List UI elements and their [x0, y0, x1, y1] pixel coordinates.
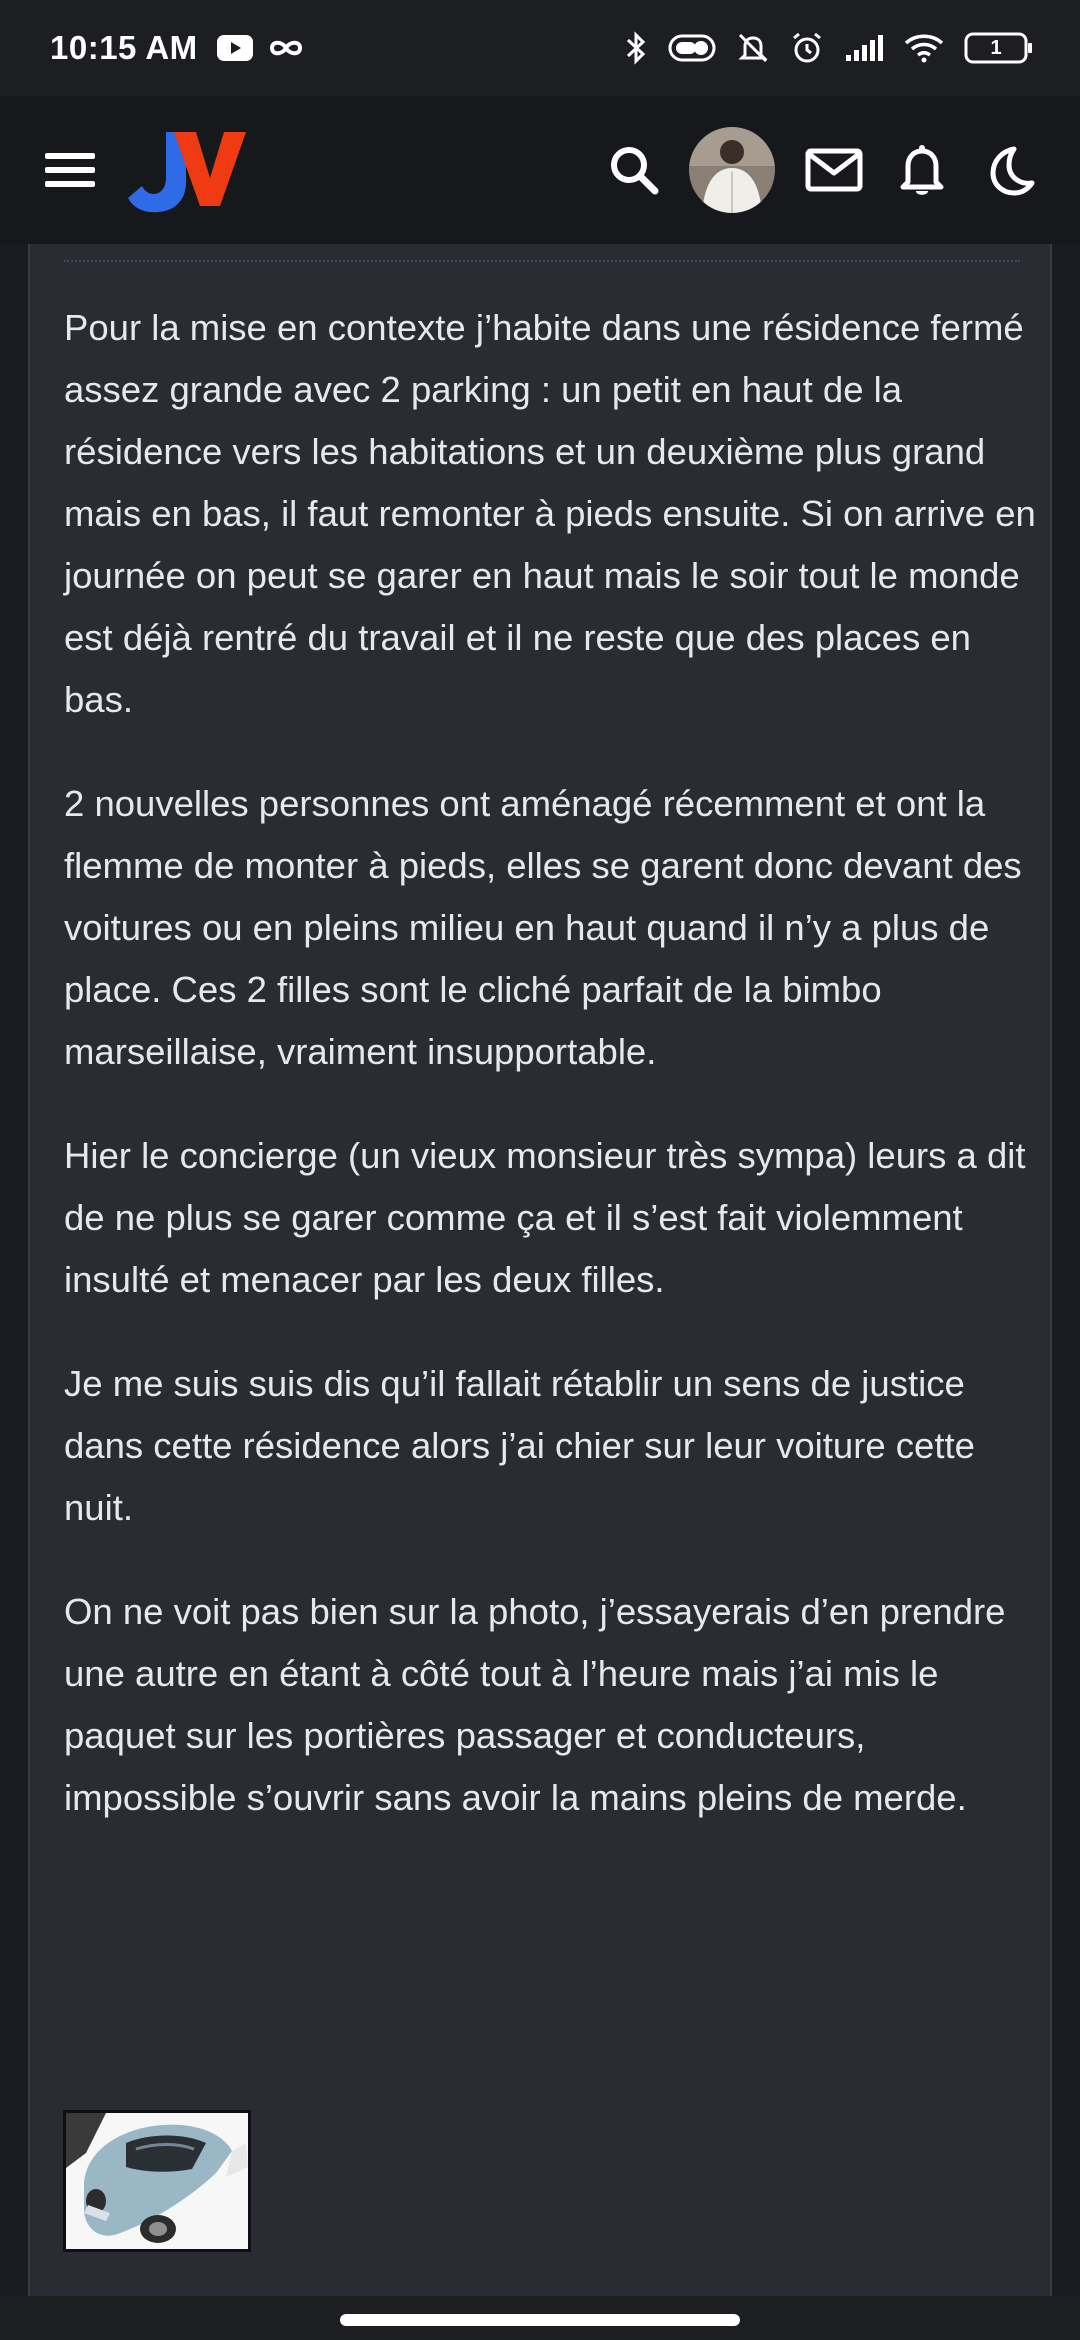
status-left-icons	[216, 34, 304, 62]
post-paragraph-4: Je me suis suis dis qu’il fallait rétablir un sens de justice dans cette résidence alors j’ai chier sur leur voiture cette nuit.	[64, 1363, 975, 1528]
post-image-thumbnail[interactable]	[63, 2110, 251, 2252]
post-paragraph-2: 2 nouvelles personnes ont aménagé récemment et ont la flemme de monter à pieds, elles se garent donc devant des voitures ou en pleins milieu en haut quand il n’y a plus de place. Ces 2 filles sont le cliché parfait de la bimbo marseillaise, vraiment insupportable.	[64, 783, 1022, 1072]
signal-icon	[844, 33, 884, 63]
post-paragraph-3: Hier le concierge (un vieux monsieur très sympa) leurs a dit de ne plus se garer comme ça et il s’est fait violemment insulté et menacer par les deux filles.	[64, 1135, 1026, 1300]
search-button[interactable]	[604, 140, 664, 200]
battery-level: 1	[990, 37, 1002, 59]
messages-button[interactable]	[804, 140, 864, 200]
post-divider	[64, 260, 1020, 262]
search-icon	[608, 144, 660, 196]
notifications-button[interactable]	[892, 140, 952, 200]
post-paragraph-5: On ne voit pas bien sur la photo, j’essayerais d’en prendre une autre en étant à côté tout à l’heure mais j’ai mis le paquet sur les portières passager et conducteurs, impossible s’ouvrir sans avoir la mains pleins de merde.	[64, 1591, 1006, 1818]
site-logo[interactable]	[126, 120, 246, 220]
post-paragraph-1: Pour la mise en contexte j’habite dans une résidence fermé assez grande avec 2 parking : un petit en haut de la résidence vers les habitations et un deuxième plus grand mais en bas, il faut remonter à pieds ensuite. Si on arrive en journée on peut se garer en haut mais le soir tout le monde est déjà rentré du travail et il ne reste que des places en bas.	[64, 307, 1036, 720]
toggle-icon	[668, 33, 716, 63]
top-navigation-bar	[0, 96, 1080, 244]
bell-icon	[898, 142, 946, 198]
post-body	[64, 297, 1044, 1871]
status-time: 10:15 AM	[50, 29, 198, 66]
menu-icon	[45, 152, 95, 188]
home-indicator[interactable]	[340, 2314, 740, 2326]
nav-actions	[604, 126, 1040, 214]
gesture-navigation-bar	[0, 2296, 1080, 2340]
alarm-icon	[790, 31, 824, 65]
wifi-icon	[904, 33, 944, 63]
status-right-icons	[624, 31, 1034, 65]
page-content	[0, 244, 1080, 2296]
avatar[interactable]	[688, 126, 776, 214]
moon-icon	[984, 144, 1036, 196]
youtube-icon	[216, 34, 254, 62]
status-bar	[0, 0, 1080, 96]
mail-icon	[805, 148, 863, 192]
menu-button[interactable]	[42, 142, 98, 198]
battery-icon	[964, 31, 1034, 65]
forum-post	[28, 244, 1052, 2296]
dark-mode-toggle[interactable]	[980, 140, 1040, 200]
infinity-icon	[268, 37, 304, 59]
mute-icon	[736, 31, 770, 65]
bluetooth-icon	[624, 31, 648, 65]
